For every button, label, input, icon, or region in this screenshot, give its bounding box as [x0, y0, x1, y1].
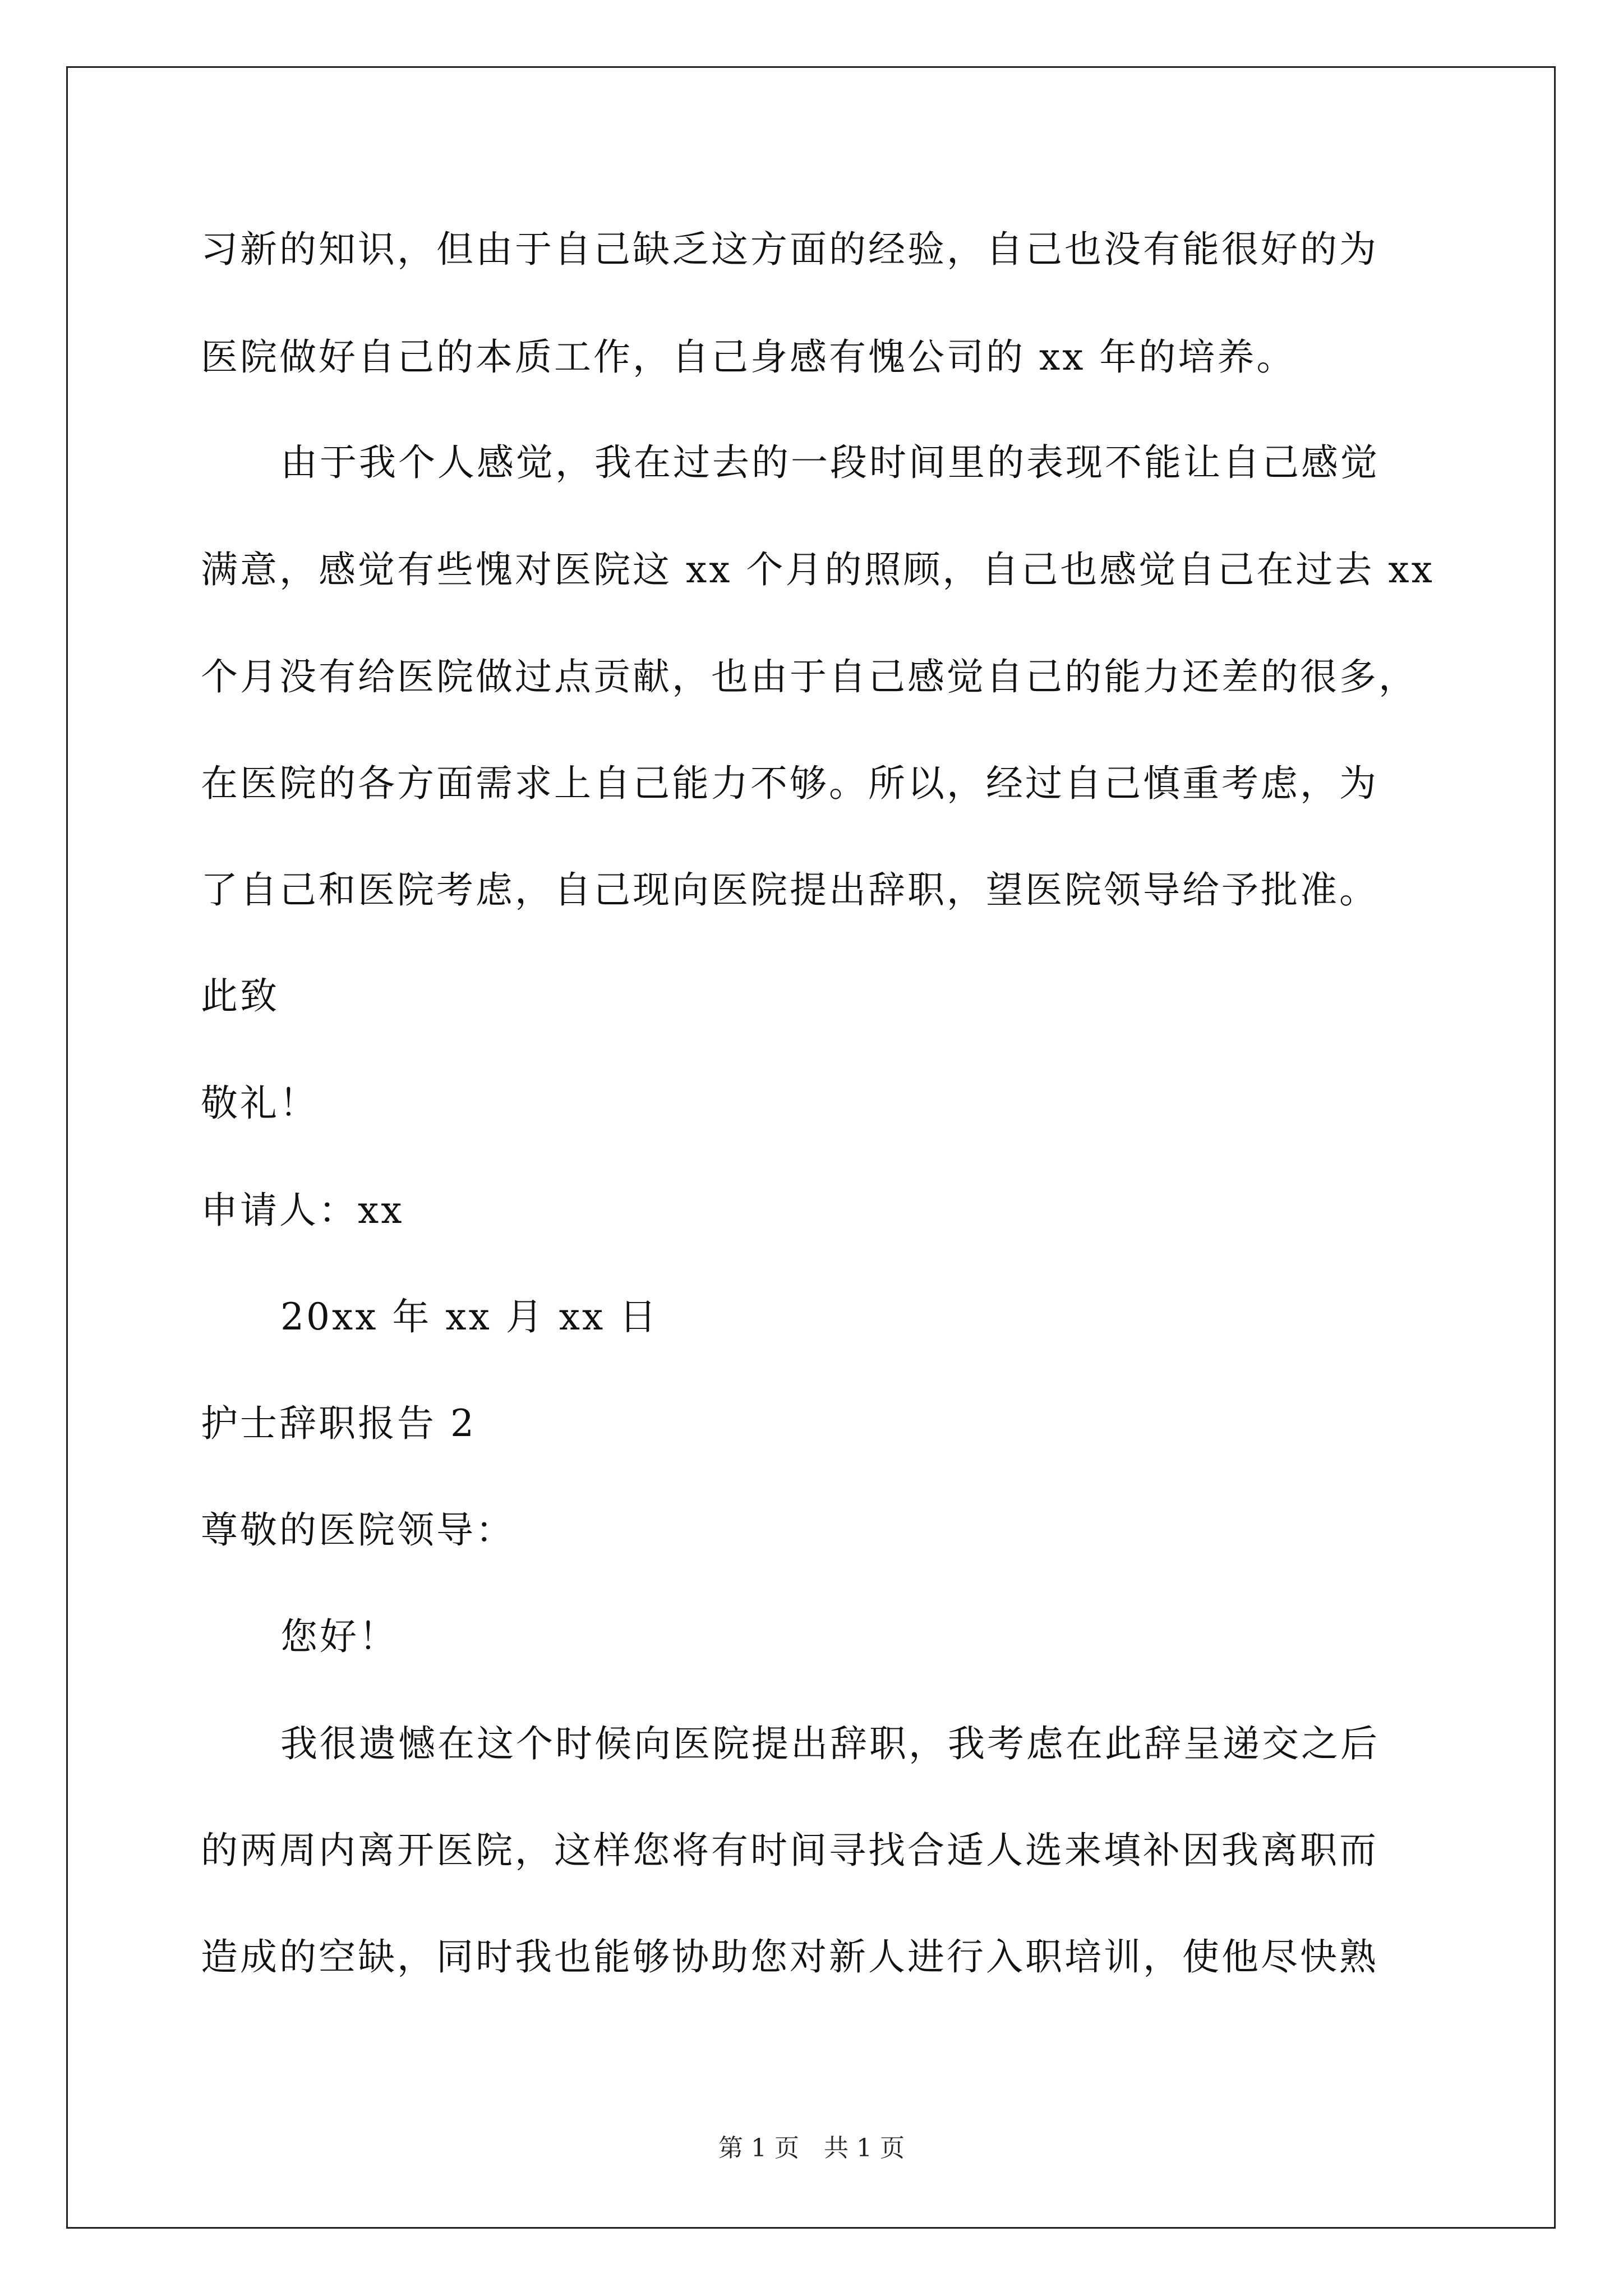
- greeting-hello: 您好！: [280, 1615, 398, 1658]
- body-line-6: 在医院的各方面需求上自己能力不够。所以，经过自己慎重考虑，为: [201, 762, 1378, 805]
- greeting-recipient: 尊敬的医院领导：: [201, 1508, 515, 1552]
- date-line: 20xx 年 xx 月 xx 日: [280, 1295, 659, 1338]
- body-line-7: 了自己和医院考虑，自己现向医院提出辞职，望医院领导给予批准。: [201, 868, 1378, 912]
- body-line-1: 习新的知识，但由于自己缺乏这方面的经验，自己也没有能很好的为: [201, 228, 1378, 271]
- section-title: 护士辞职报告 2: [201, 1402, 476, 1445]
- page-border: [66, 66, 1556, 2229]
- body-line-4: 满意，感觉有些愧对医院这 xx 个月的照顾，自己也感觉自己在过去 xx: [201, 548, 1435, 591]
- applicant-line: 申请人：xx: [201, 1189, 404, 1232]
- closing-line: 此致: [201, 974, 279, 1018]
- salutation-line: 敬礼！: [201, 1082, 319, 1125]
- page-number-footer: 第 1 页 共 1 页: [718, 2134, 905, 2162]
- body-line-2: 医院做好自己的本质工作，自己身感有愧公司的 xx 年的培养。: [201, 335, 1296, 379]
- body-line-10: 造成的空缺，同时我也能够协助您对新人进行入职培训，使他尽快熟: [201, 1935, 1378, 1978]
- body-line-5: 个月没有给医院做过点贡献，也由于自己感觉自己的能力还差的很多，: [201, 655, 1418, 698]
- body-line-3: 由于我个人感觉，我在过去的一段时间里的表现不能让自己感觉: [280, 441, 1380, 484]
- body-line-8: 我很遗憾在这个时候向医院提出辞职，我考虑在此辞呈递交之后: [280, 1722, 1380, 1765]
- body-line-9: 的两周内离开医院，这样您将有时间寻找合适人选来填补因我离职而: [201, 1829, 1378, 1872]
